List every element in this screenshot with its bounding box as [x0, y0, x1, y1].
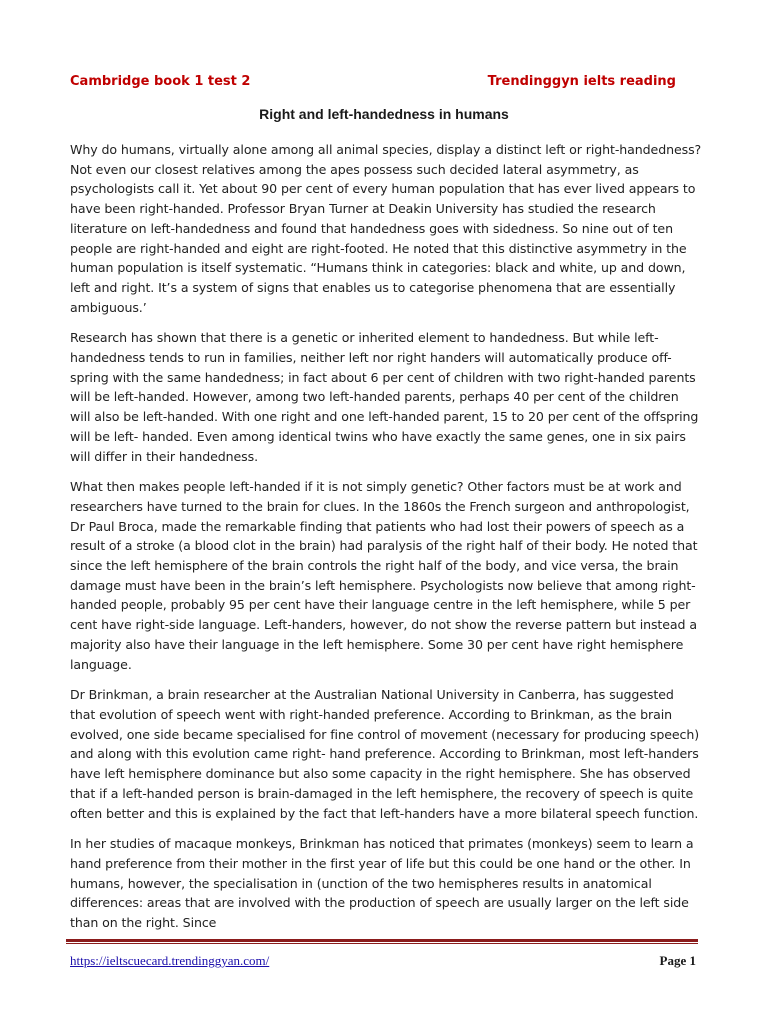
- header-book-label: Cambridge book 1 test 2: [70, 74, 251, 89]
- paragraph-2: Research has shown that there is a genetic or inherited element to handedness. But while left-handedness tends to run in families, neither left nor right handers will automatically produce off-spring with the same handedness; in fact about 6 per cent of children with two right-handed parents will be left-handed. However, among two left-handed parents, perhaps 40 per cent of the children will also be left-handed. With one right and one left-handed parent, 15 to 20 per cent of the offspring will be left- handed. Even among identical twins who have exactly the same genes, one in six pairs will differ in their handedness.: [70, 330, 699, 464]
- paragraph-1: Why do humans, virtually alone among all animal species, display a distinct left or right-handedness? Not even our closest relatives among the apes possess such decided lateral asymmetry, as psychologists call it. Yet about 90 per cent of every human population that has ever lived appears to have been right-handed. Professor Bryan Turner at Deakin University has studied the research literature on left-handedness and found that handedness goes with sidedness. So nine out of ten people are right-handed and eight are right-footed. He noted that this distinctive asymmetry in the human population is itself systematic. “Humans think in categories: black and white, up and down, left and right. It’s a system of signs that enables us to categorise phenomena that are essentially ambiguous.’: [70, 142, 702, 315]
- paragraph-5: In her studies of macaque monkeys, Brinkman has noticed that primates (monkeys) seem to learn a hand preference from their mother in the first year of life but this could be one hand or the other. In humans, however, the specialisation in (unction of the two hemispheres results in anatomical differences: areas that are involved with the production of speech are usually larger on the left side than on the right. Since: [70, 836, 694, 931]
- article-body: [70, 140, 702, 944]
- page-number: Page 1: [659, 953, 696, 968]
- footer-rule: [66, 939, 698, 942]
- header-site-label: Trendinggyn ielts reading: [487, 74, 676, 89]
- footer-site-link[interactable]: https://ieltscuecard.trendinggyan.com/: [70, 953, 270, 968]
- paragraph-3: What then makes people left-handed if it is not simply genetic? Other factors must be at work and researchers have turned to the brain for clues. In the 1860s the French surgeon and anthropologist, Dr Paul Broca, made the remarkable finding that patients who had lost their powers of speech as a result of a stroke (a blood clot in the brain) had paralysis of the right half of their body. He noted that since the left hemisphere of the brain controls the right half of the body, and vice versa, the brain damage must have been in the brain’s left hemisphere. Psychologists now believe that among right-handed people, probably 95 per cent have their language centre in the left hemisphere, while 5 per cent have right-side language. Left-handers, however, do not show the reverse pattern but instead a majority also have their language in the left hemisphere. Some 30 per cent have right hemisphere language.: [70, 479, 698, 672]
- page-header: [70, 74, 698, 94]
- page-footer: [66, 939, 698, 971]
- paragraph-4: Dr Brinkman, a brain researcher at the Australian National University in Canberra, has suggested that evolution of speech went with right-handed preference. According to Brinkman, as the brain evolved, one side became specialised for fine control of movement (necessary for producing speech) and along with this evolution came right- hand preference. According to Brinkman, most left-handers have left hemisphere dominance but also some capacity in the right hemisphere. She has observed that if a left-handed person is brain-damaged in the left hemisphere, the recovery of speech is quite often better and this is explained by the fact that left-handers have a more bilateral speech function.: [70, 687, 700, 821]
- footer-rule-thin: [66, 943, 698, 944]
- page-title: Right and left-handedness in humans: [259, 106, 509, 122]
